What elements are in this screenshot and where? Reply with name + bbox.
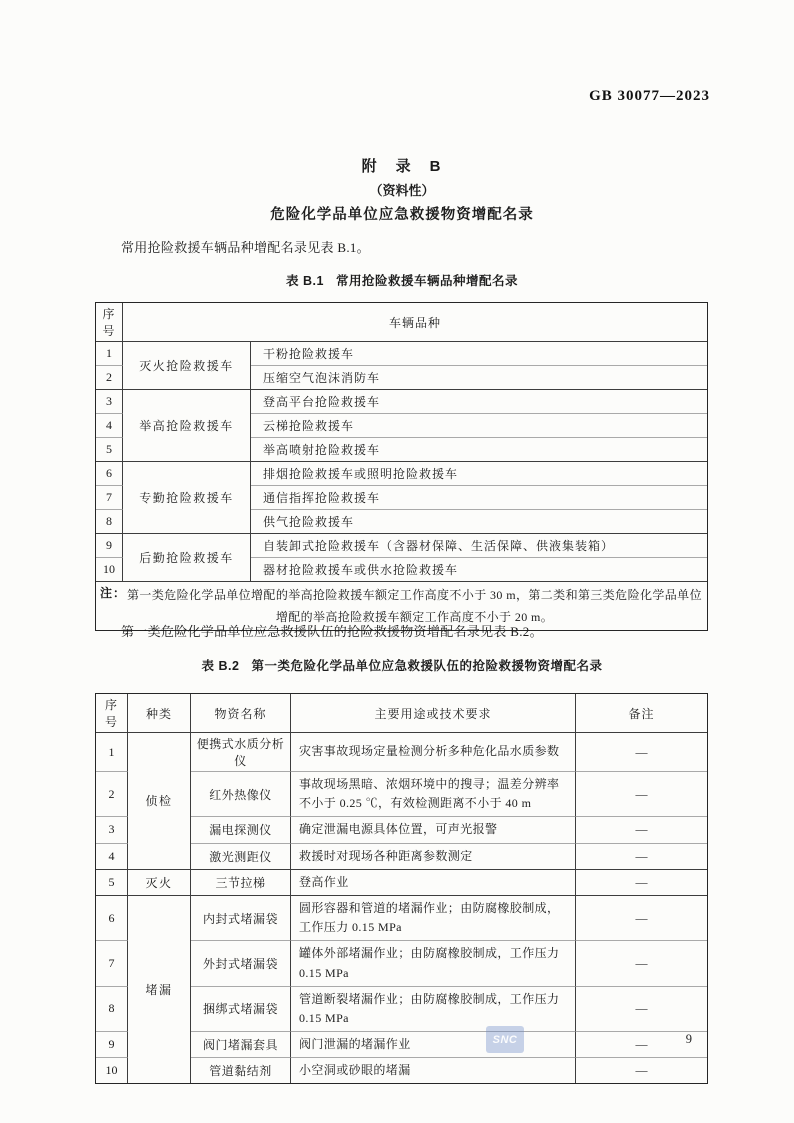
table-b2-header-row <box>96 694 707 733</box>
vehicle-name-cell: 干粉抢险救援车 <box>251 342 707 366</box>
row-number-cell: 5 <box>96 438 123 462</box>
material-category-cell: 堵漏 <box>128 896 191 1084</box>
material-name-cell: 三节拉梯 <box>191 870 291 896</box>
row-number-cell: 2 <box>96 366 123 390</box>
table-b2-equipment-list <box>95 693 708 1084</box>
vehicle-category-cell: 专勤抢险救援车 <box>123 462 251 534</box>
usage-requirement-cell: 确定泄漏电源具体位置，可声光报警 <box>291 817 576 843</box>
usage-requirement-cell: 阀门泄漏的堵漏作业 <box>291 1032 576 1058</box>
appendix-title: 危险化学品单位应急救援物资增配名录 <box>270 207 534 223</box>
material-name-cell: 内封式堵漏袋 <box>191 896 291 941</box>
table-b1-header-no: 序号 <box>96 303 123 342</box>
table-row <box>96 390 707 414</box>
usage-requirement-cell: 小空洞或砂眼的堵漏 <box>291 1058 576 1083</box>
vehicle-name-cell: 登高平台抢险救援车 <box>251 390 707 414</box>
table-b1-caption-label: 表 B.1 <box>286 274 324 288</box>
paragraph-intro-table-b2: 第一类危险化学品单位应急救援队伍的抢险救援物资增配名录见表 B.2。 <box>121 624 543 639</box>
appendix-type-label: （资料性） <box>369 183 435 198</box>
row-number-cell: 1 <box>96 342 123 366</box>
table-b1-caption-title: 常用抢险救援车辆品种增配名录 <box>335 274 518 288</box>
remark-cell: — <box>635 1063 648 1078</box>
table-b1-header-vehicle-type: 车辆品种 <box>123 303 707 342</box>
table-b2-caption <box>95 656 709 674</box>
remark-cell: — <box>576 772 707 817</box>
paragraph-intro-table-b1: 常用抢险救援车辆品种增配名录见表 B.1。 <box>121 240 370 255</box>
row-number-cell: 2 <box>96 772 128 817</box>
table-b1-caption <box>95 271 709 289</box>
material-category-cell: 灭火 <box>128 870 191 896</box>
row-number-cell: 9 <box>96 534 123 558</box>
row-number-cell: 4 <box>96 844 128 870</box>
remark-cell: — <box>576 733 707 772</box>
watermark-logo <box>486 1026 524 1053</box>
material-name-cell: 红外热像仪 <box>191 772 291 817</box>
material-name-cell: 管道黏结剂 <box>191 1058 291 1083</box>
row-number-cell: 8 <box>96 987 128 1032</box>
vehicle-name-cell: 排烟抢险救援车或照明抢险救援车 <box>251 462 707 486</box>
vehicle-category-cell: 后勤抢险救援车 <box>123 534 251 582</box>
usage-requirement-cell: 罐体外部堵漏作业；由防腐橡胶制成，工作压力 0.15 MPa <box>291 941 576 986</box>
table-row <box>96 462 707 486</box>
table-b2-header-no: 序号 <box>96 694 128 733</box>
material-name-cell: 便携式水质分析仪 <box>191 733 291 772</box>
material-name-cell: 外封式堵漏袋 <box>191 941 291 986</box>
vehicle-name-cell: 举高喷射抢险救援车 <box>251 438 707 462</box>
remark-cell: — <box>576 941 707 986</box>
table-b2-header-category: 种类 <box>128 694 191 733</box>
table-row <box>96 342 707 366</box>
row-number-cell: 9 <box>96 1032 128 1058</box>
row-number-cell: 10 <box>96 558 123 582</box>
table-row <box>96 733 707 772</box>
vehicle-category-cell: 灭火抢险救援车 <box>123 342 251 390</box>
row-number-cell: 5 <box>96 870 128 896</box>
table-row <box>96 870 707 896</box>
row-number-cell: 3 <box>96 390 123 414</box>
row-number-cell: 1 <box>96 733 128 772</box>
usage-requirement-cell: 灾害事故现场定量检测分析多种危化品水质参数 <box>291 733 576 772</box>
vehicle-name-cell: 自装卸式抢险救援车（含器材保障、生活保障、供液集装箱） <box>251 534 707 558</box>
row-number-cell: 6 <box>96 896 128 941</box>
usage-requirement-cell: 救援时对现场各种距离参数测定 <box>291 844 576 870</box>
watermark-text: SNC <box>492 1033 518 1046</box>
row-number-cell: 7 <box>96 486 123 510</box>
vehicle-category-cell: 举高抢险救援车 <box>123 390 251 462</box>
material-name-cell: 激光测距仪 <box>191 844 291 870</box>
vehicle-name-cell: 供气抢险救援车 <box>251 510 707 534</box>
table-b2-caption-title: 第一类危险化学品单位应急救援队伍的抢险救援物资增配名录 <box>251 659 603 673</box>
usage-requirement-cell: 事故现场黑暗、浓烟环境中的搜寻；温差分辨率不小于 0.25 ℃，有效检测距离不小于 40 m <box>291 772 576 817</box>
row-number-cell: 7 <box>96 941 128 986</box>
row-number-cell: 3 <box>96 817 128 843</box>
note-text: 第一类危险化学品单位增配的举高抢险救援车额定工作高度不小于 30 m，第二类和第三类危险化学品单位增配的举高抢险救援车额定工作高度不小于 20 m。 <box>127 588 702 625</box>
usage-requirement-cell: 圆形容器和管道的堵漏作业；由防腐橡胶制成，工作压力 0.15 MPa <box>291 896 576 941</box>
note-label: 注： <box>100 586 127 600</box>
material-name-cell: 捆绑式堵漏袋 <box>191 987 291 1032</box>
appendix-heading: 附 录 B <box>361 158 443 175</box>
row-number-cell: 6 <box>96 462 123 486</box>
vehicle-name-cell: 通信指挥抢险救援车 <box>251 486 707 510</box>
remark-cell: — <box>576 844 707 870</box>
table-b2-header-usage: 主要用途或技术要求 <box>291 694 576 733</box>
row-number-cell: 8 <box>96 510 123 534</box>
remark-cell: — <box>576 1032 707 1058</box>
usage-requirement-cell: 登高作业 <box>291 870 576 896</box>
table-b2-header-remark: 备注 <box>576 694 707 733</box>
standard-number: GB 30077—2023 <box>589 88 710 104</box>
page-number: 9 <box>685 1032 692 1046</box>
material-name-cell: 漏电探测仪 <box>191 817 291 843</box>
remark-cell: — <box>576 896 707 941</box>
vehicle-name-cell: 压缩空气泡沫消防车 <box>251 366 707 390</box>
remark-cell: — <box>576 870 707 896</box>
remark-cell: — <box>576 817 707 843</box>
material-category-cell: 侦检 <box>128 733 191 870</box>
table-row <box>96 896 707 941</box>
row-number-cell: 4 <box>96 414 123 438</box>
vehicle-name-cell: 云梯抢险救援车 <box>251 414 707 438</box>
remark-cell: — <box>576 987 707 1032</box>
material-name-cell: 阀门堵漏套具 <box>191 1032 291 1058</box>
table-b2-header-material-name: 物资名称 <box>191 694 291 733</box>
table-b1-vehicle-list <box>95 302 708 631</box>
table-row <box>96 534 707 558</box>
table-b1-header-row <box>96 303 707 342</box>
usage-requirement-cell: 管道断裂堵漏作业；由防腐橡胶制成，工作压力 0.15 MPa <box>291 987 576 1032</box>
vehicle-name-cell: 器材抢险救援车或供水抢险救援车 <box>251 558 707 582</box>
row-number-cell: 10 <box>96 1058 128 1083</box>
table-b2-caption-label: 表 B.2 <box>201 659 240 673</box>
